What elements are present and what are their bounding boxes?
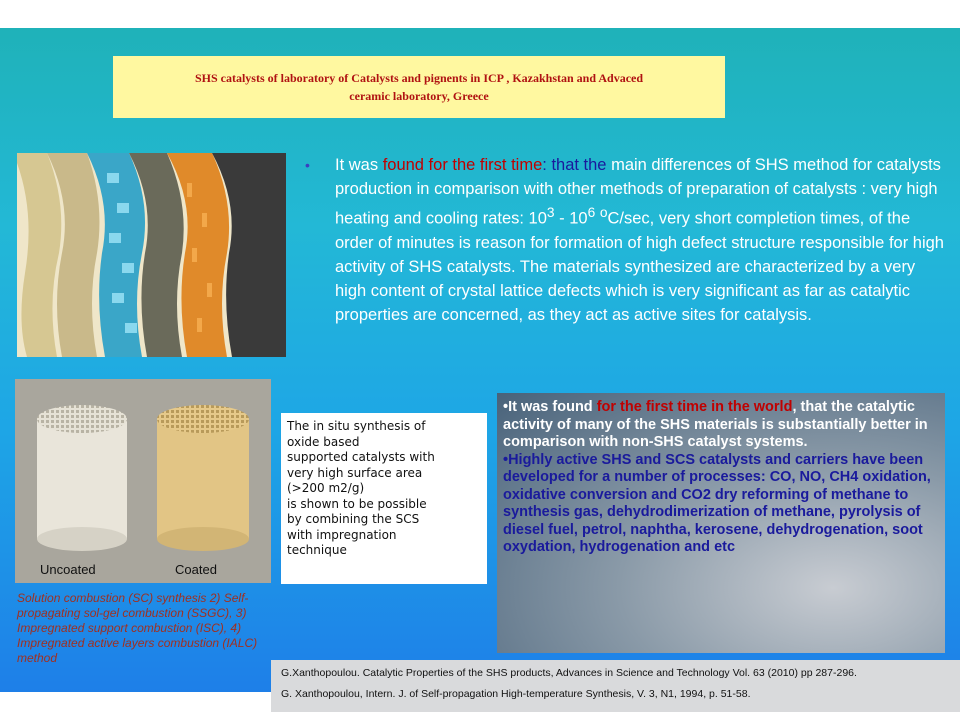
synthesis-methods-caption: Solution combustion (SC) synthesis 2) Self-propagating sol-gel combustion (SSGC), 3) Impregnated support combustion (ISC), 4) Impregnated active layers combustion (IALC) method — [17, 591, 258, 665]
main-text-part: It was — [335, 156, 383, 174]
references-box — [271, 660, 960, 712]
honeycomb-photo — [15, 379, 271, 583]
main-text-part: C/sec, very short completion times, of the order of minutes is reason for formation of high defect structure responsible for high activity of SHS catalysts. The materials synthesized are characterized by a very high content of crystal lattice defects which is very significant as far as catalytic properties are concerned, as they act as active sites for catalysis. — [335, 209, 944, 324]
superscript: 6 — [587, 205, 596, 220]
insitu-line: is shown to be possible — [287, 496, 427, 511]
finding-1-highlight: for the first time in the world — [596, 399, 793, 415]
insitu-line: technique — [287, 543, 347, 557]
reference-2: G. Xanthopoulou, Intern. J. of Self-propagation High-temperature Synthesis, V. 3, N1, 1994, p. 51-58. — [281, 688, 751, 700]
main-text-part: main differences of SHS method for catalysts production in comparison with other methods of preparation of catalysts : very high heating and cooling rates: 10 — [335, 156, 941, 228]
main-text-colon: : — [542, 156, 552, 174]
bullet-icon: • — [305, 157, 310, 173]
insitu-textbox — [281, 413, 487, 584]
insitu-line: oxide based — [287, 434, 360, 449]
honeycomb-image — [15, 379, 271, 583]
insitu-line: (>200 m2/g) — [287, 481, 365, 495]
title-line-2: ceramic laboratory, Greece — [349, 89, 489, 103]
finding-1-start: •It was found — [503, 399, 597, 415]
finding-2: •Highly active SHS and SCS catalysts and carriers have been developed for a number of processes: CO, NO, CH4 oxidation, oxidative conversion and CO2 dry reforming of methane to synthesis gas, dehydrodimerization of methane, pyrolysis of diesel fuel, petrol, naphtha, kerosene, dehydrogenation, soot oxydation, hydrogenation and etc — [503, 451, 931, 555]
uncoated-label: Uncoated — [40, 562, 96, 577]
finding-1 — [503, 399, 945, 452]
catalyst-pellets-photo — [17, 153, 286, 357]
coated-label: Coated — [175, 562, 217, 577]
insitu-line: with impregnation — [287, 527, 397, 542]
insitu-line: very high surface area — [287, 465, 423, 480]
insitu-line: The in situ synthesis of — [287, 419, 426, 433]
superscript: o — [599, 205, 608, 220]
catalyst-pellets-image — [17, 153, 286, 357]
insitu-line: by combining the SCS — [287, 512, 420, 526]
main-text-highlight-blue: that the — [551, 156, 607, 174]
superscript: 3 — [546, 205, 555, 220]
slide-background — [0, 28, 960, 700]
findings-box — [497, 393, 945, 653]
finding-1-rest: , that the catalytic activity of many of the SHS materials is substantially better in comparison with non-SHS catalyst systems. — [503, 399, 928, 450]
insitu-line: supported catalysts with — [287, 450, 435, 464]
title-line-1: SHS catalysts of laboratory of Catalysts and pignents in ICP , Kazakhstan and Advaced — [194, 71, 644, 85]
main-text-part: - 10 — [554, 209, 588, 228]
slide-title — [113, 56, 725, 118]
main-paragraph — [305, 153, 945, 327]
main-text-highlight-red: found for the first time — [382, 156, 543, 174]
reference-1: G.Xanthopoulou. Catalytic Properties of the SHS products, Advances in Science and Technology Vol. 63 (2010) pp 287-296. — [281, 667, 857, 679]
